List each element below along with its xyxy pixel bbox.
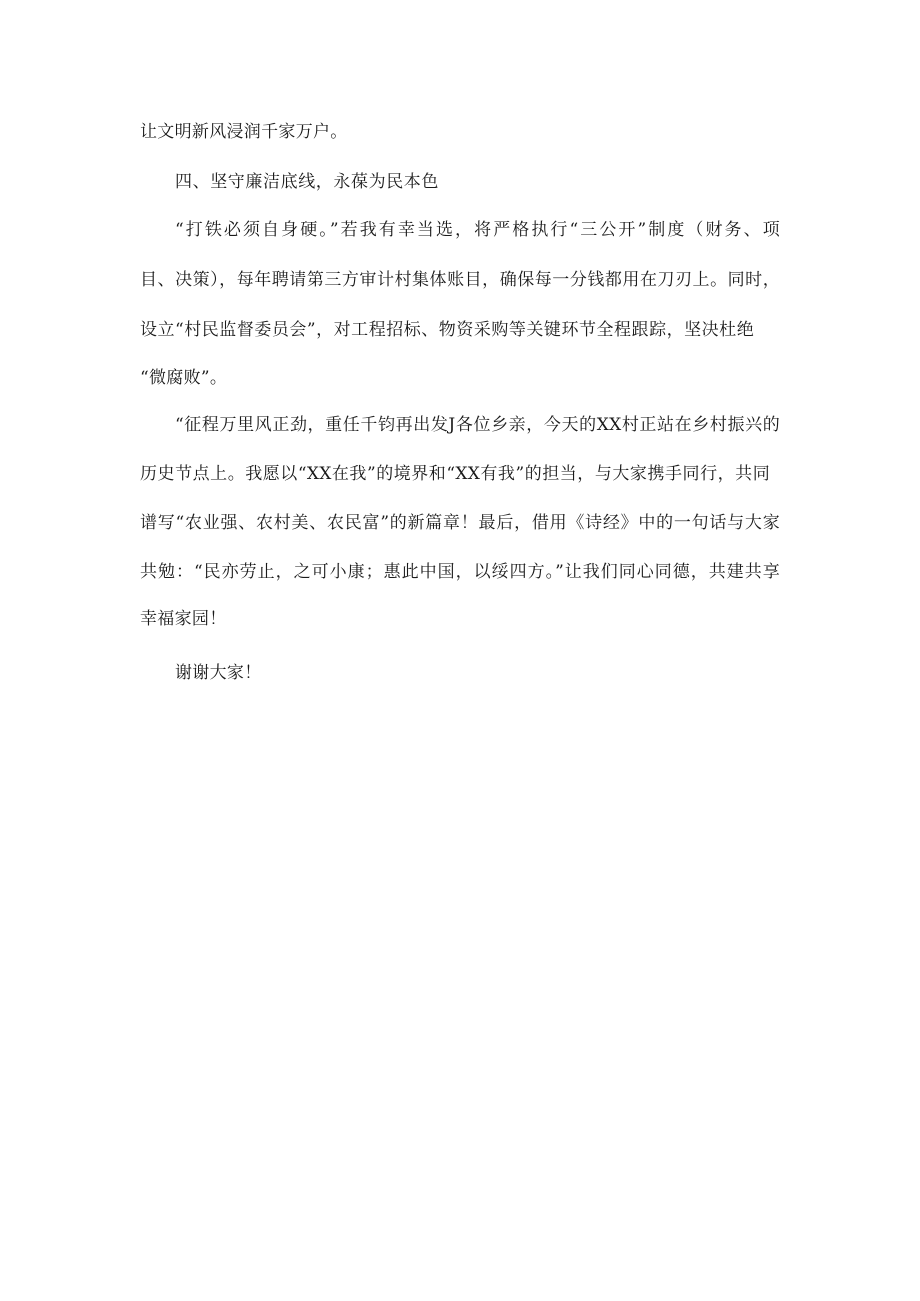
paragraph-line: “征程万里风正劲，重任千钧再出发J各位乡亲，今天的XX村正站在乡村振兴的 [175, 415, 780, 435]
section-heading: 四、坚守廉洁底线，永葆为民本色 [175, 172, 439, 192]
closing-thanks: 谢谢大家！ [175, 663, 262, 683]
paragraph-line: 共勉：“民亦劳止，之可小康；惠此中国，以绥四方。”让我们同心同德，共建共享 [140, 562, 780, 582]
paragraph-line: 历史节点上。我愿以“XX在我”的境界和“XX有我”的担当，与大家携手同行，共同 [140, 464, 770, 484]
paragraph-line: 幸福家园！ [140, 609, 227, 629]
paragraph-line: “打铁必须自身硬。”若我有幸当选，将严格执行“三公开”制度（财务、项 [175, 220, 780, 240]
paragraph-line: 目、决策），每年聘请第三方审计村集体账目，确保每一分钱都用在刀刃上。同时， [140, 270, 780, 290]
paragraph-line: “微腐败”。 [140, 368, 228, 388]
paragraph-line: 谱写“农业强、农村美、农民富”的新篇章！最后，借用《诗经》中的一句话与大家 [140, 513, 780, 533]
paragraph-closing-line: 让文明新风浸润千家万户。 [140, 122, 348, 142]
paragraph-line: 设立“村民监督委员会”，对工程招标、物资采购等关键环节全程跟踪，坚决杜绝 [140, 320, 754, 340]
